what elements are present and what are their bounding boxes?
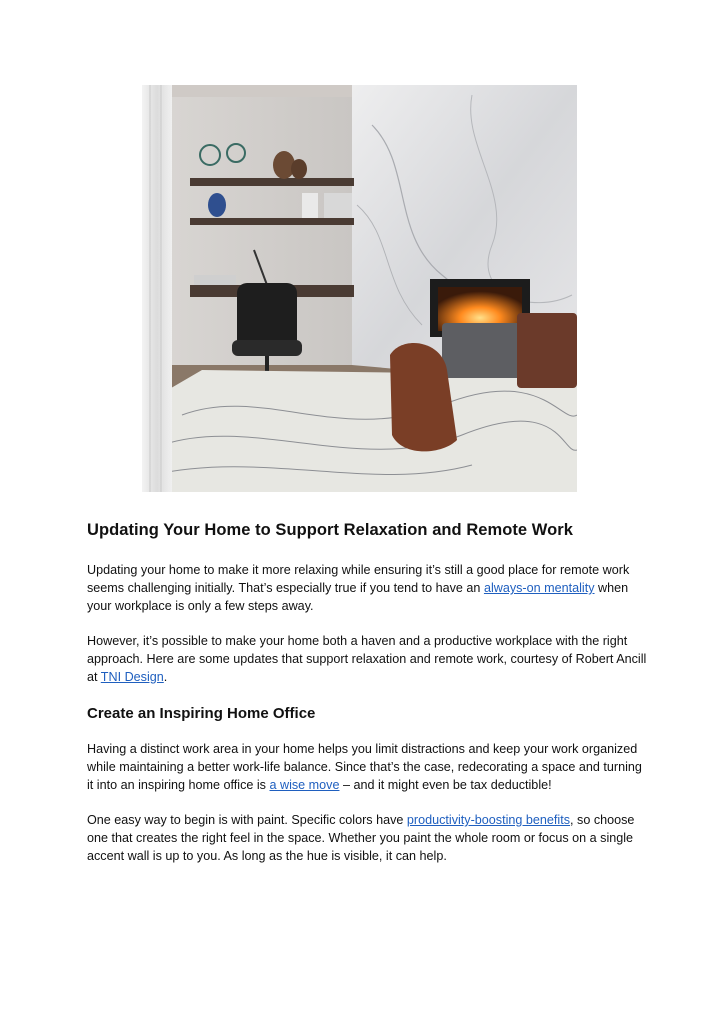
vase <box>291 159 307 179</box>
paragraph-text: However, it’s possible to make your home both a haven and a productive workplace with the right approach. Here are some updates that support relaxation and remote work, courtesy of Robert Ancill at <box>87 634 647 684</box>
books <box>194 275 236 285</box>
wise-move-link[interactable]: a wise move <box>269 778 340 792</box>
office-chair-seat <box>232 340 302 356</box>
shelf <box>190 178 354 186</box>
paragraph-home-office <box>87 740 647 794</box>
books <box>302 193 318 218</box>
curtain <box>142 85 172 492</box>
paragraph-text: when your workplace is only a few steps away. <box>87 581 629 613</box>
article-title: Updating Your Home to Support Relaxation and Remote Work <box>87 521 573 539</box>
tni-design-link[interactable]: TNI Design <box>100 670 164 684</box>
always-on-mentality-link[interactable]: always-on mentality <box>483 581 595 595</box>
paragraph-text: Updating your home to make it more relaxing while ensuring it’s still a good place for remote work seems challenging initially. That’s especially true if you tend to have an <box>87 563 630 595</box>
hero-image <box>142 85 577 492</box>
ginger-jar <box>208 193 226 217</box>
books <box>324 193 352 218</box>
article <box>87 518 647 882</box>
paragraph-text: Having a distinct work area in your home helps you limit distractions and keep your work organized while maintaining a better work-life balance. Since that’s the case, redecorating a space and turning it into an inspiring home office is <box>87 742 642 792</box>
sofa-end <box>517 313 577 388</box>
room-illustration <box>142 85 577 492</box>
productivity-benefits-link[interactable]: productivity-boosting benefits <box>406 813 571 827</box>
paragraph-paint <box>87 811 647 865</box>
paragraph-approach <box>87 632 647 686</box>
paragraph-intro <box>87 561 647 615</box>
paragraph-text: – and it might even be tax deductible! <box>339 778 552 792</box>
shelf <box>190 218 354 225</box>
paragraph-text: One easy way to begin is with paint. Specific colors have <box>87 813 407 827</box>
paragraph-text: . <box>163 670 168 684</box>
section-heading: Create an Inspiring Home Office <box>87 705 316 722</box>
paragraph-text: , so choose one that creates the right feel in the space. Whether you paint the whole room or focus on a single accent wall is up to you. As long as the hue is visible, it can help. <box>87 813 635 863</box>
